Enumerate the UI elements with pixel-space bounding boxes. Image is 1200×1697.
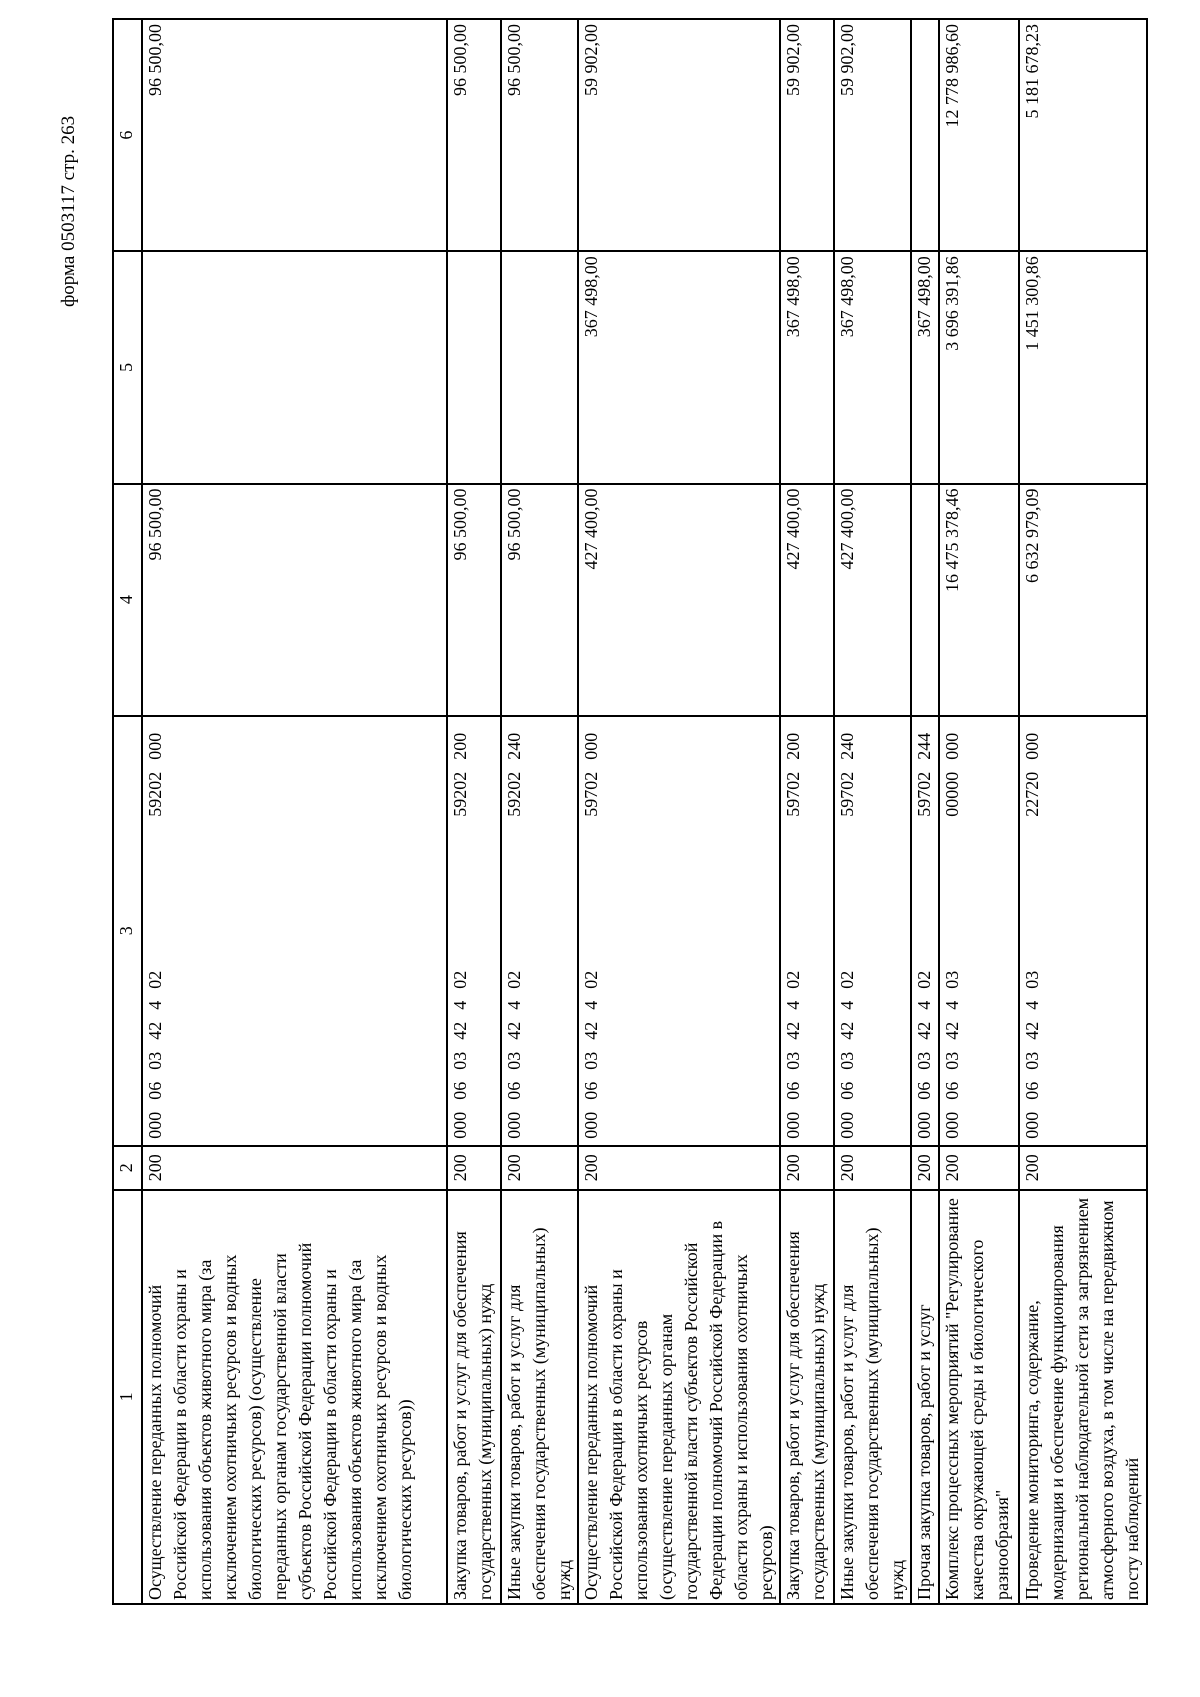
code-segment: 03: [1022, 1051, 1042, 1070]
code-segment: 200: [450, 732, 470, 760]
code-segment: 42: [783, 1021, 803, 1040]
code-segment: 03: [450, 1051, 470, 1070]
code-segment: 42: [942, 1021, 962, 1040]
code-segment: 06: [783, 1081, 803, 1100]
table-row: [447, 19, 501, 1604]
table-row: [911, 19, 939, 1604]
code-segment: 59702: [581, 771, 601, 817]
table-row: [142, 19, 447, 1604]
code-segment: 03: [837, 1051, 857, 1070]
code-segment: 59202: [450, 771, 470, 817]
row-name: Комплекс процессных мероприятий "Регулирование качества окружающей среды и биологического разнообразия": [939, 1190, 1019, 1604]
amount-c4: 427 400,00: [834, 484, 911, 716]
line-code: 200: [447, 1146, 501, 1190]
code-segment: 02: [504, 970, 524, 989]
code-segment: 000: [942, 1111, 962, 1139]
code-segment: 244: [914, 732, 934, 760]
table-row: [1019, 19, 1147, 1604]
code-segment: 03: [1022, 970, 1042, 989]
column-header: 5: [113, 251, 142, 483]
amount-c5: 3 696 391,86: [939, 251, 1019, 483]
row-name: Закупка товаров, работ и услуг для обеспечения государственных (муниципальных) нужд: [447, 1190, 501, 1604]
code-segment: 03: [914, 1051, 934, 1070]
amount-c6: 5 181 678,23: [1019, 19, 1147, 251]
table-body: [142, 19, 1147, 1604]
code-segment: 000: [504, 1111, 524, 1139]
amount-c5: [142, 251, 447, 483]
table-row: [834, 19, 911, 1604]
line-code: 200: [780, 1146, 834, 1190]
classification-code: [578, 716, 780, 1146]
row-name: Иные закупки товаров, работ и услуг для обеспечения государственных (муниципальных) нужд: [501, 1190, 578, 1604]
code-segment: 200: [783, 732, 803, 760]
code-segment: 02: [450, 970, 470, 989]
amount-c5: 1 451 300,86: [1019, 251, 1147, 483]
code-segment: 4: [837, 1000, 857, 1010]
row-name: Осуществление переданных полномочий Российской Федерации в области охраны и использования охотничьих ресурсов (осуществление переданных органам государственной власти субъектов Российской Федерации полномочий Российской Федерации в области охраны и использования охотничьих ресурсов): [578, 1190, 780, 1604]
code-segment: 000: [1022, 732, 1042, 760]
code-segment: 59702: [837, 771, 857, 817]
code-segment: 000: [1022, 1111, 1042, 1139]
classification-code: [834, 716, 911, 1146]
code-segment: 42: [581, 1021, 601, 1040]
code-segment: 03: [504, 1051, 524, 1070]
code-segment: 02: [783, 970, 803, 989]
line-code: 200: [578, 1146, 780, 1190]
code-segment: 59202: [145, 771, 165, 817]
table-row: [501, 19, 578, 1604]
code-segment: 03: [145, 1051, 165, 1070]
code-segment: 03: [942, 970, 962, 989]
amount-c6: 59 902,00: [834, 19, 911, 251]
table-row: [578, 19, 780, 1604]
amount-c6: 96 500,00: [501, 19, 578, 251]
table-row: [780, 19, 834, 1604]
form-reference: форма 0503117 стр. 263: [58, 115, 79, 307]
code-segment: 000: [942, 732, 962, 760]
line-code: 200: [501, 1146, 578, 1190]
row-name: Закупка товаров, работ и услуг для обеспечения государственных (муниципальных) нужд: [780, 1190, 834, 1604]
code-segment: 06: [581, 1081, 601, 1100]
row-name: Прочая закупка товаров, работ и услуг: [911, 1190, 939, 1604]
row-name: Осуществление переданных полномочий Российской Федерации в области охраны и использования объектов животного мира (за исключением охотничьих ресурсов и водных биологических ресурсов) (осуществление переданных органам государственной власти субъектов Российской Федерации полномочий Российской Федерации в области охраны и использования объектов животного мира (за исключением охотничьих ресурсов и водных биологических ресурсов)): [142, 1190, 447, 1604]
code-segment: 22720: [1022, 771, 1042, 817]
amount-c5: 367 498,00: [911, 251, 939, 483]
row-name: Иные закупки товаров, работ и услуг для обеспечения государственных (муниципальных) нужд: [834, 1190, 911, 1604]
classification-code: [911, 716, 939, 1146]
column-header: 1: [113, 1190, 142, 1604]
code-segment: 42: [1022, 1021, 1042, 1040]
code-segment: 06: [837, 1081, 857, 1100]
code-segment: 000: [581, 1111, 601, 1139]
code-segment: 4: [581, 1000, 601, 1010]
classification-code: [142, 716, 447, 1146]
code-segment: 00000: [942, 771, 962, 817]
amount-c4: 96 500,00: [447, 484, 501, 716]
amount-c5: 367 498,00: [834, 251, 911, 483]
classification-code: [1019, 716, 1147, 1146]
code-segment: 4: [145, 1000, 165, 1010]
classification-code: [447, 716, 501, 1146]
code-segment: 02: [914, 970, 934, 989]
budget-table: [112, 18, 1148, 1605]
code-segment: 59702: [783, 771, 803, 817]
code-segment: 240: [837, 732, 857, 760]
column-header: 6: [113, 19, 142, 251]
code-segment: 000: [450, 1111, 470, 1139]
code-segment: 000: [145, 1111, 165, 1139]
code-segment: 02: [837, 970, 857, 989]
code-segment: 42: [837, 1021, 857, 1040]
code-segment: 42: [914, 1021, 934, 1040]
amount-c5: [501, 251, 578, 483]
code-segment: 4: [914, 1000, 934, 1010]
amount-c6: 59 902,00: [578, 19, 780, 251]
code-segment: 000: [581, 732, 601, 760]
amount-c4: 427 400,00: [780, 484, 834, 716]
amount-c6: 96 500,00: [142, 19, 447, 251]
code-segment: 4: [1022, 1000, 1042, 1010]
line-code: 200: [911, 1146, 939, 1190]
code-segment: 000: [837, 1111, 857, 1139]
classification-code: [939, 716, 1019, 1146]
amount-c6: 12 778 986,60: [939, 19, 1019, 251]
code-segment: 4: [450, 1000, 470, 1010]
header-row: [113, 19, 142, 1604]
amount-c4: [911, 484, 939, 716]
code-segment: 42: [145, 1021, 165, 1040]
line-code: 200: [142, 1146, 447, 1190]
amount-c4: 16 475 378,46: [939, 484, 1019, 716]
code-segment: 02: [145, 970, 165, 989]
code-segment: 4: [783, 1000, 803, 1010]
code-segment: 42: [450, 1021, 470, 1040]
code-segment: 4: [942, 1000, 962, 1010]
code-segment: 06: [942, 1081, 962, 1100]
code-segment: 59702: [914, 771, 934, 817]
code-segment: 4: [504, 1000, 524, 1010]
code-segment: 02: [581, 970, 601, 989]
code-segment: 000: [783, 1111, 803, 1139]
line-code: 200: [834, 1146, 911, 1190]
amount-c4: 96 500,00: [142, 484, 447, 716]
line-code: 200: [1019, 1146, 1147, 1190]
code-segment: 06: [504, 1081, 524, 1100]
code-segment: 06: [914, 1081, 934, 1100]
amount-c4: 6 632 979,09: [1019, 484, 1147, 716]
code-segment: 000: [145, 732, 165, 760]
classification-code: [501, 716, 578, 1146]
amount-c5: 367 498,00: [578, 251, 780, 483]
code-segment: 42: [504, 1021, 524, 1040]
amount-c6: [911, 19, 939, 251]
amount-c5: 367 498,00: [780, 251, 834, 483]
amount-c6: 59 902,00: [780, 19, 834, 251]
code-segment: 06: [450, 1081, 470, 1100]
code-segment: 59202: [504, 771, 524, 817]
column-header: 3: [113, 716, 142, 1146]
code-segment: 06: [1022, 1081, 1042, 1100]
classification-code: [780, 716, 834, 1146]
amount-c4: 427 400,00: [578, 484, 780, 716]
code-segment: 03: [783, 1051, 803, 1070]
line-code: 200: [939, 1146, 1019, 1190]
code-segment: 03: [581, 1051, 601, 1070]
column-header: 4: [113, 484, 142, 716]
table-row: [939, 19, 1019, 1604]
code-segment: 06: [145, 1081, 165, 1100]
code-segment: 03: [942, 1051, 962, 1070]
amount-c5: [447, 251, 501, 483]
row-name: Проведение мониторинга, содержание, модернизация и обеспечение функционирования региональной наблюдательной сети за загрязнением атмосферного воздуха, в том числе на передвижном посту наблюдений: [1019, 1190, 1147, 1604]
code-segment: 240: [504, 732, 524, 760]
code-segment: 000: [914, 1111, 934, 1139]
amount-c4: 96 500,00: [501, 484, 578, 716]
amount-c6: 96 500,00: [447, 19, 501, 251]
column-header: 2: [113, 1146, 142, 1190]
